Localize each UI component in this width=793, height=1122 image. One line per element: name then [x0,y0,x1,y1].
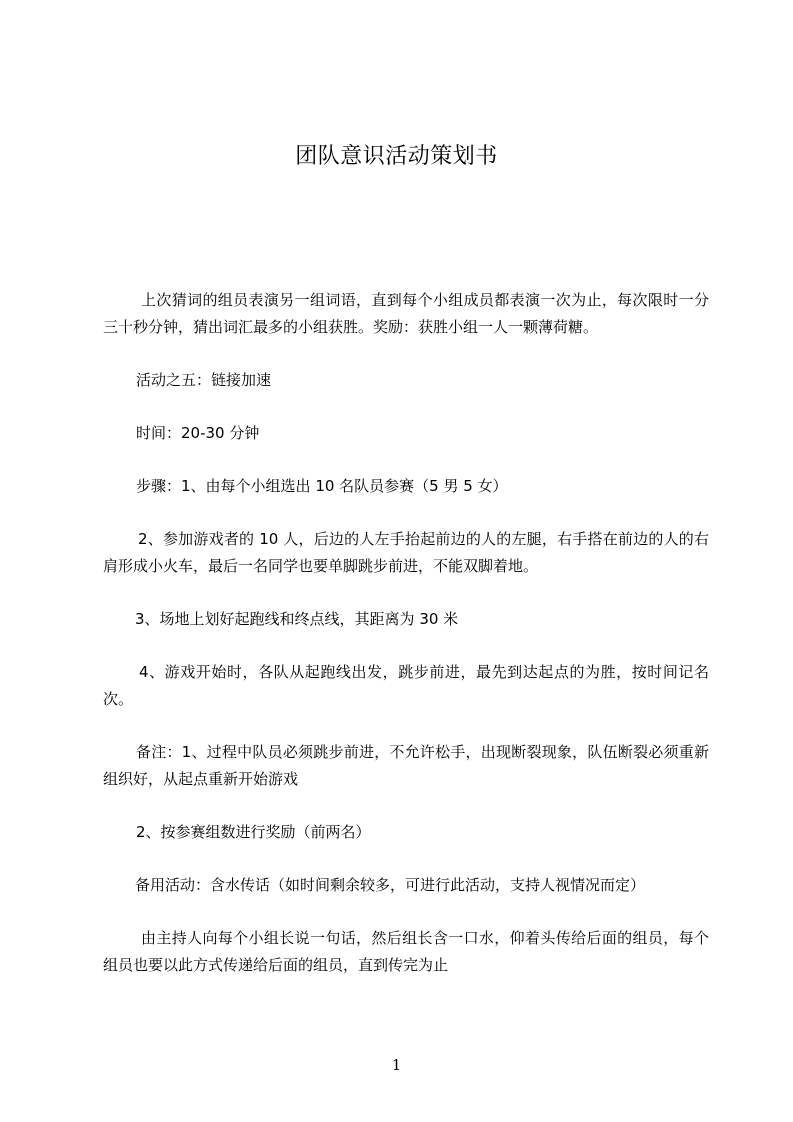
paragraph-step-1: 步骤：1、由每个小组选出 10 名队员参赛（5 男 5 女） [136,477,508,495]
paragraph-gap [103,793,709,819]
paragraph-step-2: 2、参加游戏者的 10 人，后边的人左手抬起前边的人的左腿，右手搭在前边的人的右肩形成小火车，最后一名同学也要单脚跳步前进，不能双脚着地。 [103,530,709,575]
paragraph-gap [103,341,709,367]
paragraph-step-4: 4、游戏开始时，各队从起跑线出发，跳步前进，最先到达起点的为胜，按时间记名次。 [103,663,709,708]
paragraph-gap [103,447,709,473]
paragraph-gap [103,713,709,739]
page-number: 1 [391,1056,402,1074]
document-title: 团队意识活动策划书 [295,144,498,169]
paragraph-activity-five-heading: 活动之五：链接加速 [136,371,272,389]
paragraph-step-3: 3、场地上划好起跑线和终点线，其距离为 30 米 [135,610,459,628]
paragraph-gap [103,633,709,659]
paragraph-guess-words-rules: 上次猜词的组员表演另一组词语，直到每个小组成员都表演一次为止，每次限时一分三十秒分钟，猜出词汇最多的小组获胜。奖励：获胜小组一人一颗薄荷糖。 [103,291,709,336]
paragraph-gap [103,580,709,606]
paragraph-gap [103,846,709,872]
paragraph-note-2: 2、按参赛组数进行奖励（前两名） [136,823,371,841]
paragraph-gap [103,394,709,420]
paragraph-gap [103,500,709,526]
paragraph-backup-activity-description: 由主持人向每个小组长说一句话，然后组长含一口水，仰着头传给后面的组员，每个组员也要以此方式传递给后面的组员，直到传完为止 [103,929,709,974]
paragraph-note-1: 备注：1、过程中队员必须跳步前进，不允许松手，出现断裂现象，队伍断裂必须重新组织好，从起点重新开始游戏 [103,743,709,788]
paragraph-gap [103,899,709,925]
paragraph-backup-activity-heading: 备用活动：含水传话（如时间剩余较多，可进行此活动，支持人视情况而定） [135,876,646,894]
document-body [103,287,709,979]
paragraph-time: 时间：20-30 分钟 [136,424,260,442]
